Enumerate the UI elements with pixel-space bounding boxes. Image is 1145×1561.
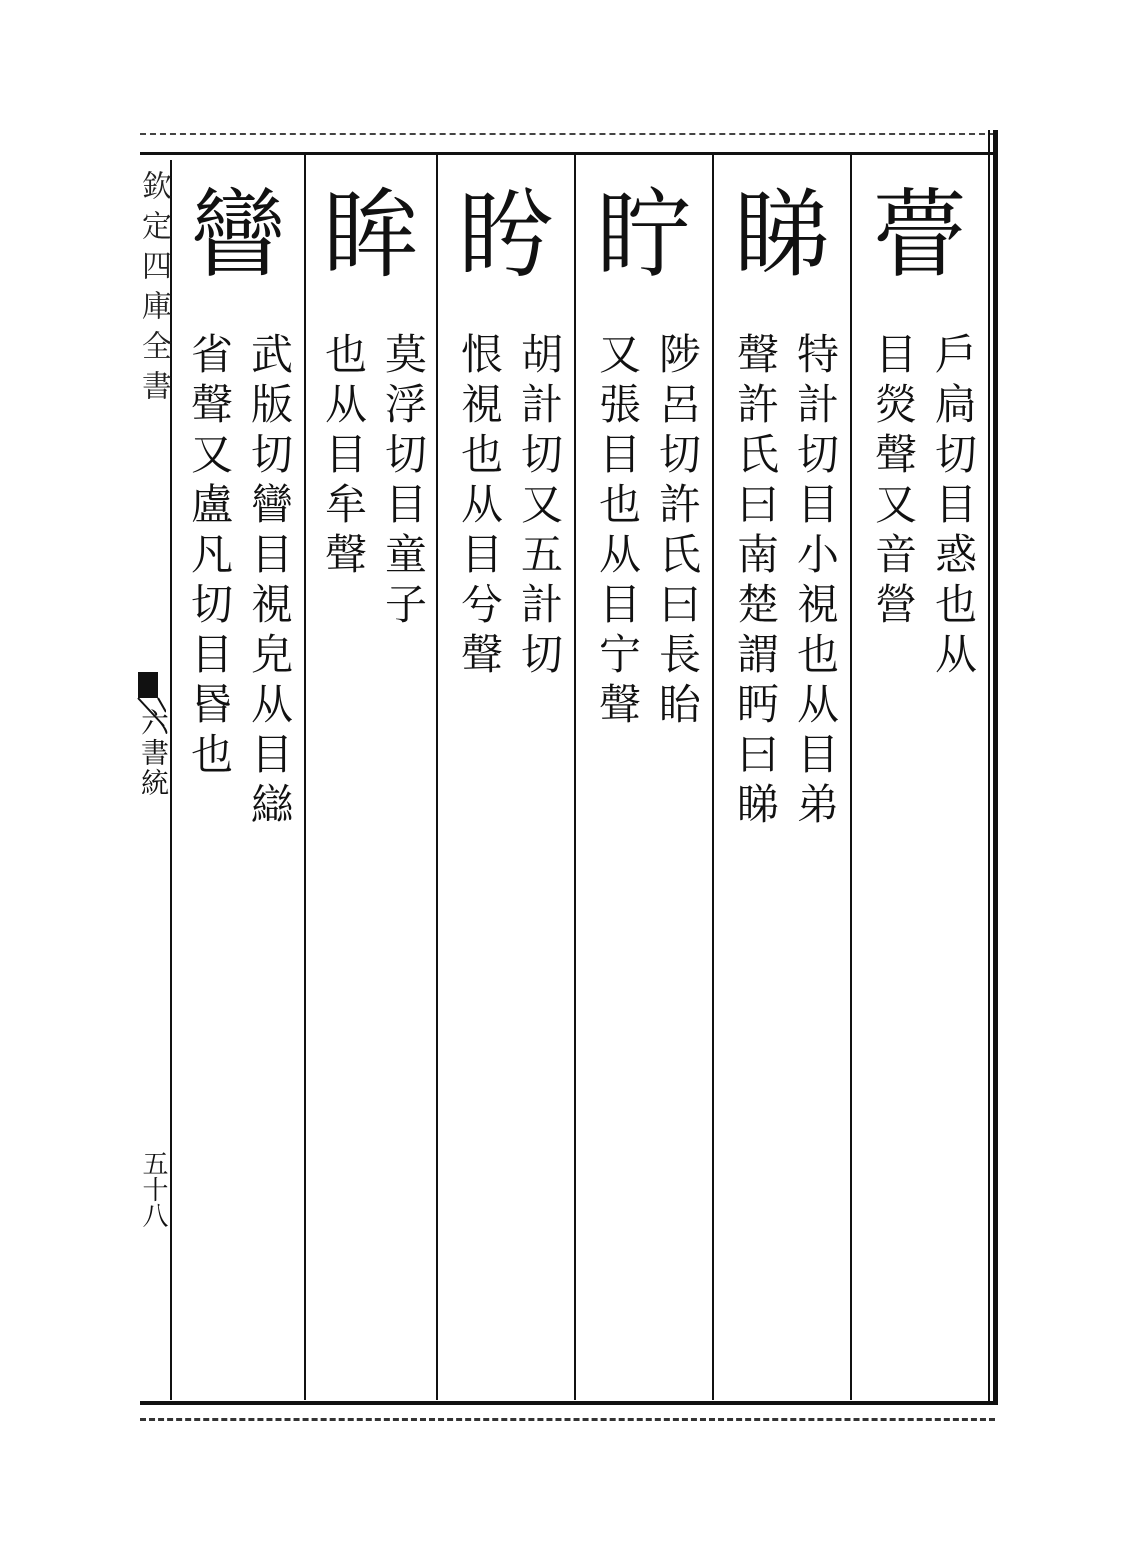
collection-title: 欽定四庫全書 (136, 170, 171, 410)
definition-line: 特計切目小視也从目弟 (791, 332, 840, 832)
definition-line: 胡計切又五計切 (515, 332, 564, 682)
dictionary-entry (172, 160, 304, 1390)
margin-strip (136, 160, 172, 1400)
definition-line: 莫浮切目童子 (379, 332, 428, 632)
page-number: 五十八 (138, 1150, 168, 1228)
bottom-border-rule (140, 1418, 995, 1421)
definition-line: 又張目也从目宁聲 (593, 332, 642, 732)
dictionary-entry (852, 160, 988, 1390)
seal-character: 瞢 (872, 179, 968, 291)
seal-character: 眝 (596, 179, 692, 291)
seal-character: 矕 (190, 179, 286, 291)
definition-line: 戶扃切目惑也从 (929, 332, 978, 682)
definition-line: 陟呂切許氏曰長眙 (653, 332, 702, 732)
seal-character: 盻 (458, 179, 554, 291)
top-border-rule (140, 133, 995, 135)
dictionary-entry (438, 160, 574, 1390)
definition-line: 恨視也从目兮聲 (455, 332, 504, 682)
definition-line: 也从目牟聲 (319, 332, 368, 582)
definition-line: 聲許氏曰南楚謂眄曰睇 (731, 332, 780, 832)
dictionary-entry (306, 160, 436, 1390)
right-border (988, 130, 998, 1405)
dictionary-entry (576, 160, 712, 1390)
definition-line: 武版切矕目視皃从目䜌 (245, 332, 294, 832)
book-title: 六書統 (137, 708, 170, 798)
definition-line: 省聲又盧凡切目昬也 (185, 332, 234, 782)
definition-line: 目熒聲又音營 (869, 332, 918, 632)
seal-character: 眸 (323, 179, 419, 291)
seal-character: 睇 (734, 179, 830, 291)
dictionary-entry (714, 160, 850, 1390)
